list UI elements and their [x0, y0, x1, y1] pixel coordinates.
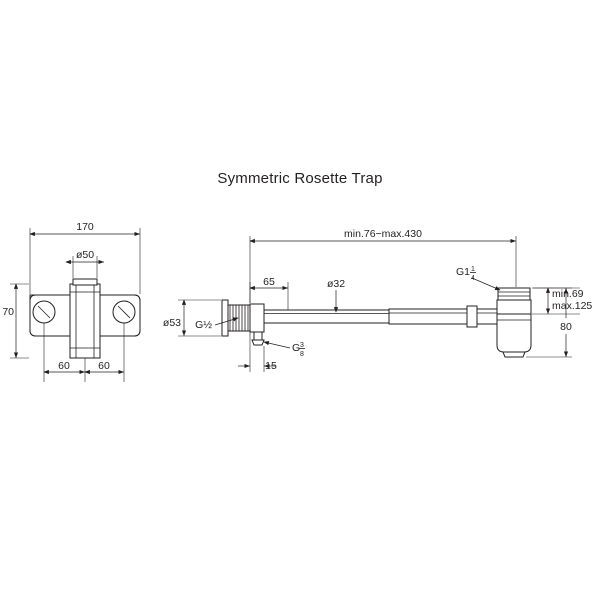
dim-valve-distance: 15 [265, 360, 277, 372]
dim-height: 70 [2, 306, 14, 318]
dim-outlet-height-max: max.125 [552, 300, 593, 312]
dim-outlet-height-min: min.69 [552, 288, 584, 300]
dim-tube-diameter: ø32 [326, 278, 346, 290]
dim-drain-thread-denominator: 8 [300, 351, 304, 358]
dim-inlet-thread: G½ [195, 319, 212, 331]
side-view-geometry [222, 288, 531, 357]
dim-outlet-thread: G1 [455, 266, 470, 278]
dim-bottom-height: 80 [560, 321, 572, 333]
dim-drain-thread-numerator: 3 [300, 342, 304, 349]
dim-inlet-flange-diameter: ø53 [162, 317, 181, 329]
dim-right-offset: 60 [98, 360, 110, 372]
dim-outlet-thread-denominator: 4 [471, 275, 475, 282]
dim-valve-offset: 65 [263, 276, 275, 288]
dim-pipe-diameter: ø50 [75, 249, 95, 261]
dim-drain-thread: G [292, 342, 301, 354]
dim-left-offset: 60 [58, 360, 70, 372]
dim-overall-width: 170 [76, 221, 94, 233]
front-view-geometry [30, 279, 140, 358]
page-title: Symmetric Rosette Trap [217, 170, 383, 187]
dim-extension-range: min.76−max.430 [344, 228, 422, 240]
dim-outlet-thread-numerator: 1 [471, 266, 475, 273]
